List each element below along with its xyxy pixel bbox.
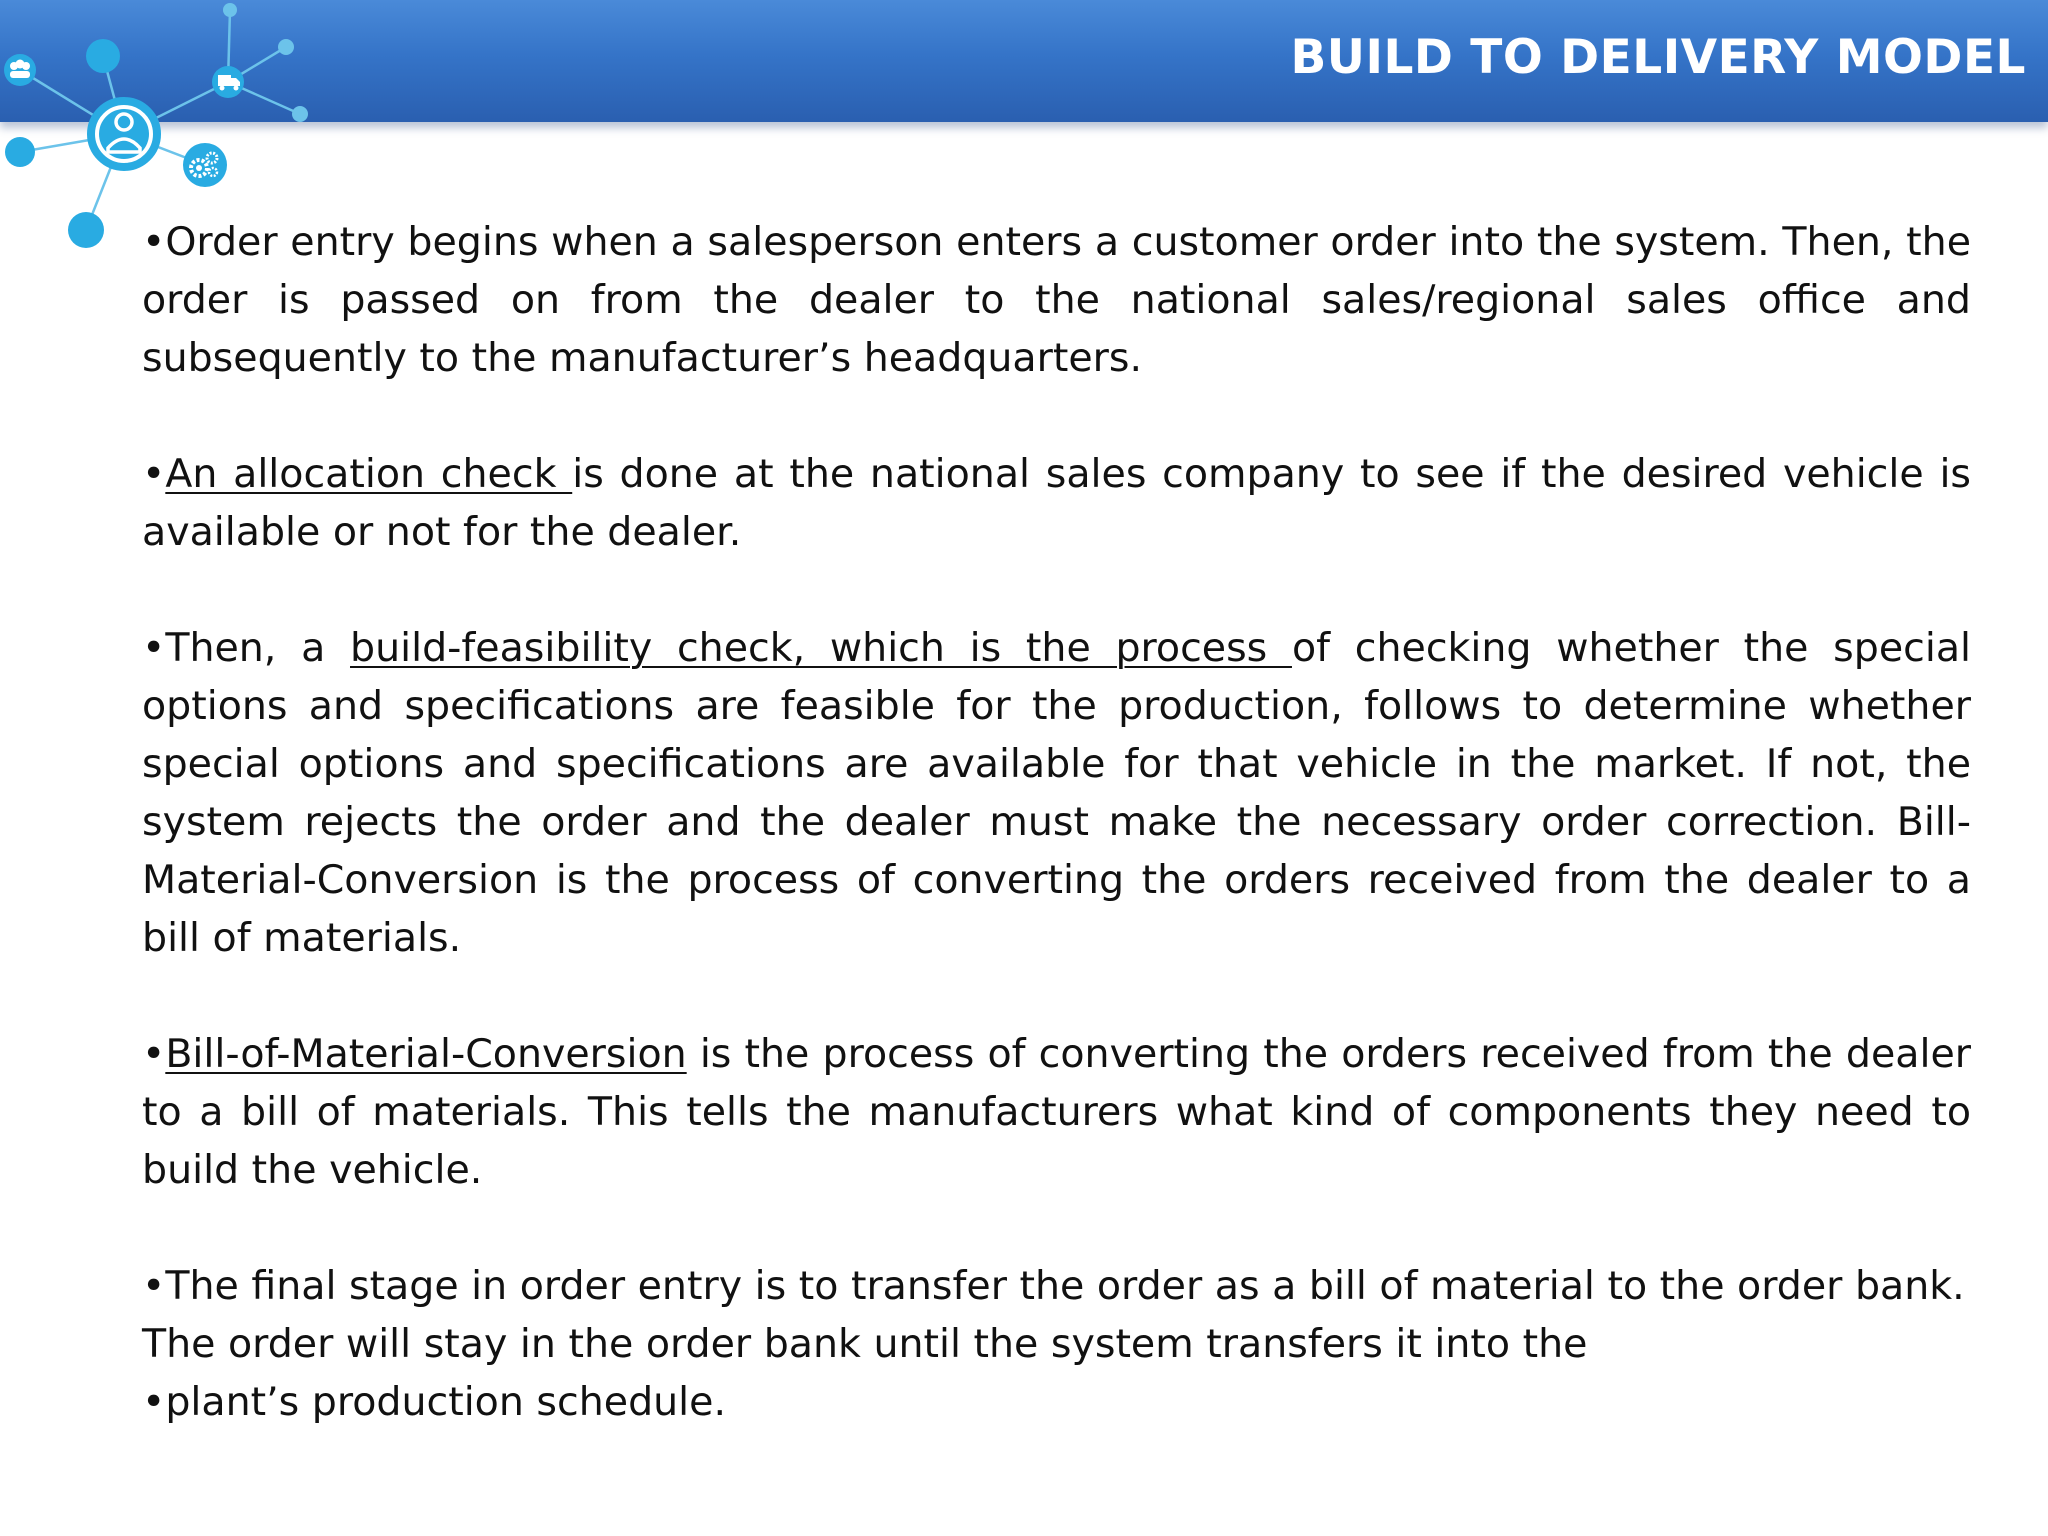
node-circle (86, 39, 120, 73)
paragraph-text: is the process of converting the orders received from the dealer to a bill of materials. This tells the manufacturers what kind of components they need to build the vehicle. (142, 1031, 1971, 1193)
paragraph-line (142, 1257, 1971, 1315)
underlined-term: An allocation check (165, 451, 573, 497)
underlined-term: Bill-of-Material-Conversion (165, 1031, 687, 1077)
node-circle (5, 137, 35, 167)
content-body (142, 213, 1971, 1431)
bullet: • (142, 625, 166, 671)
bullet: • (142, 1031, 166, 1077)
users-icon (4, 54, 36, 86)
paragraph-final-stage (142, 1257, 1971, 1431)
bullet: • (142, 1263, 166, 1309)
paragraph-order-entry (142, 213, 1971, 387)
bullet: • (142, 1379, 166, 1425)
node-circle (68, 212, 104, 248)
truck-icon (212, 66, 244, 98)
paragraph-text: plant’s production schedule. (165, 1379, 727, 1425)
node-circle (223, 3, 237, 17)
node-circle (278, 39, 294, 55)
page-title: BUILD TO DELIVERY MODEL (1290, 30, 2026, 85)
paragraph-allocation-check (142, 445, 1971, 561)
node-circle (292, 106, 308, 122)
paragraph-line (142, 1373, 1971, 1431)
paragraph-build-feasibility (142, 619, 1971, 967)
paragraph-lead: Then, a (165, 625, 351, 671)
bullet: • (142, 451, 166, 497)
paragraph-text: Order entry begins when a salesperson enters a customer order into the system. Then, the order is passed on from the dealer to the national sales/regional sales office and subsequently to the manufacturer’s headquarters. (142, 219, 1971, 381)
paragraph-bom-conversion (142, 1025, 1971, 1199)
paragraph-text: of checking whether the special options and specifications are feasible for the production, follows to determine whether special options and specifications are available for that vehicle in the market. If not, the system rejects the order and the dealer must make the necessary order correction. Bill-Material-Conversion is the process of converting the orders received from the dealer to a bill of materials. (142, 625, 1971, 961)
underlined-term: build-feasibility check, which is the process (350, 625, 1292, 671)
paragraph-line: The order will stay in the order bank until the system transfers it into the (142, 1321, 1588, 1367)
bullet: • (142, 219, 166, 265)
gears-icon (183, 143, 227, 187)
user-icon (91, 101, 157, 167)
paragraph-text: The final stage in order entry is to transfer the order as a bill of material to the order bank. (165, 1263, 1965, 1309)
paragraph-text: is done at the national sales company to see if the desired vehicle is available or not for the dealer. (142, 451, 1971, 555)
